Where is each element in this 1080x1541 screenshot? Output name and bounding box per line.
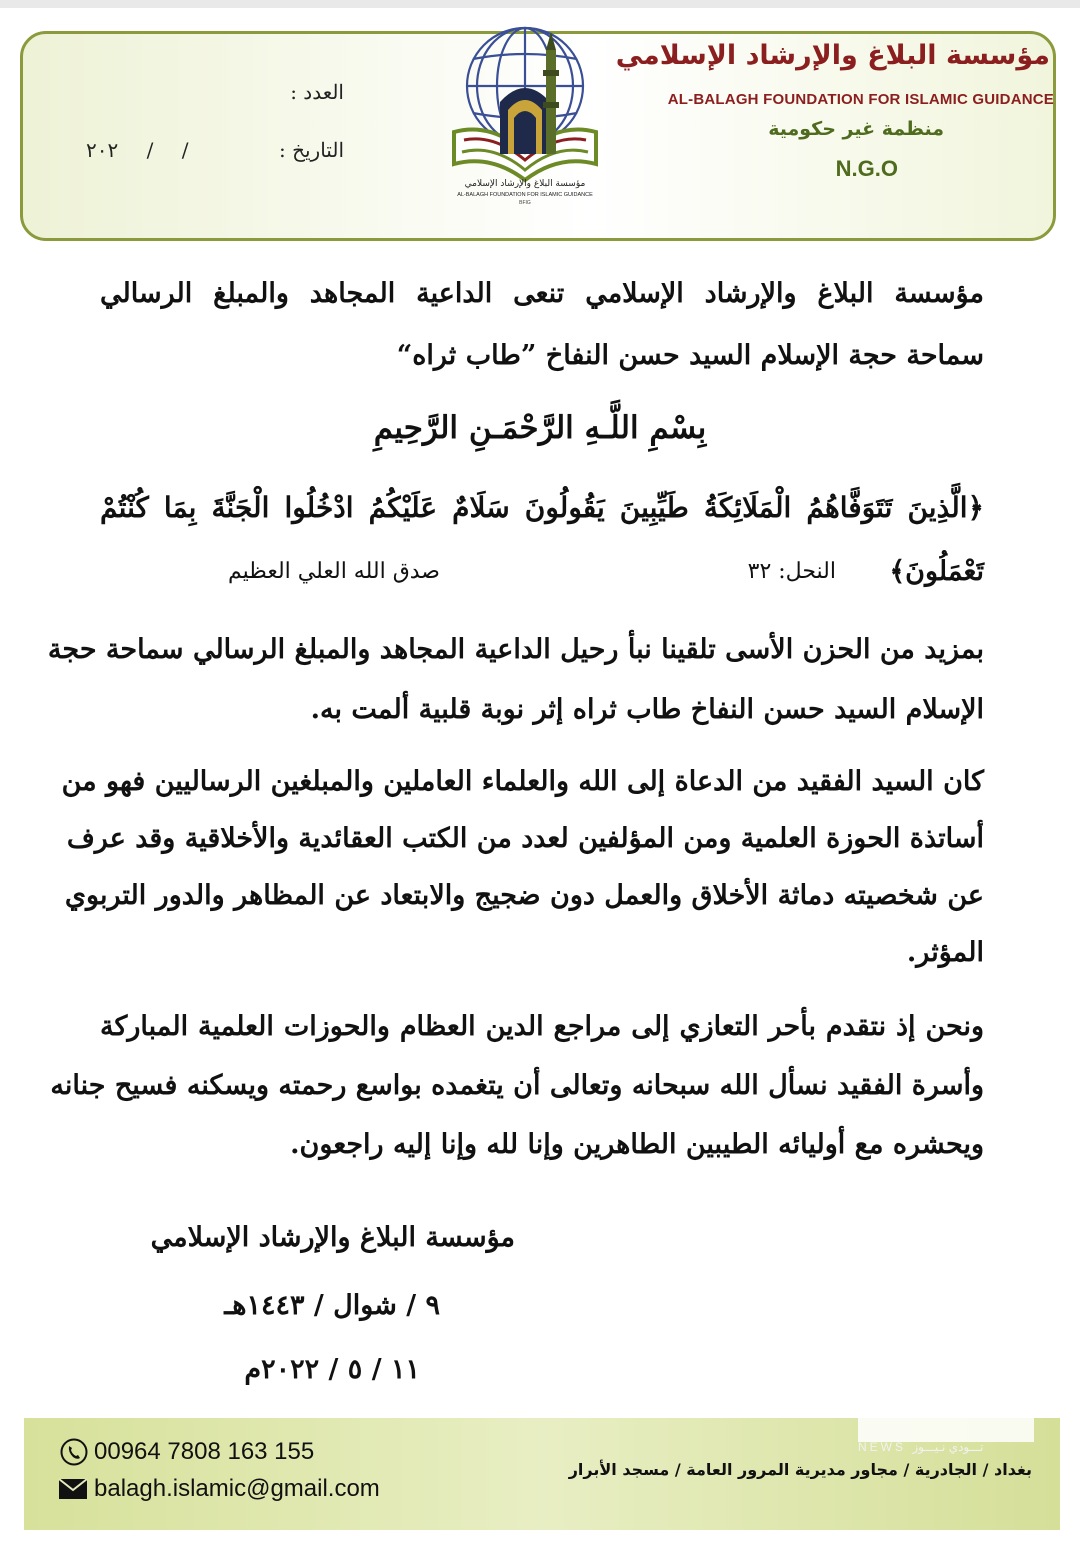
title-line-2: سماحة حجة الإسلام السيد حسن النفاخ ”طاب ثراه“ [396, 340, 984, 371]
envelope-icon [58, 1478, 88, 1500]
paragraph-2-line-2: أساتذة الحوزة العلمية ومن المؤلفين لعدد من الكتب العقائدية والأخلاقية وقد عرف [66, 823, 984, 854]
paragraph-1-line-2: الإسلام السيد حسن النفاخ طاب ثراه إثر نوبة قلبية ألمت به. [310, 694, 984, 725]
date-label: التاريخ : [278, 138, 344, 162]
basmala: بِسْمِ اللَّـهِ الرَّحْمَـنِ الرَّحِيمِ [373, 410, 707, 446]
quran-verse-line-1: ﴿الَّذِينَ تَتَوَفَّاهُمُ الْمَلَائِكَةُ طَيِّبِينَ يَقُولُونَ سَلَامٌ عَلَيْكُمُ ادْخُلُوا الْجَنَّةَ بِمَا كُنْتُمْ [100, 491, 984, 524]
svg-text:AL-BALAGH FOUNDATION FOR ISLAM: AL-BALAGH FOUNDATION FOR ISLAMIC GUIDANCE [457, 192, 593, 198]
title-line-1: مؤسسة البلاغ والإرشاد الإسلامي تنعى الداعية المجاهد والمبلغ الرسالي [100, 278, 984, 309]
org-name-arabic: مؤسسة البلاغ والإرشاد الإسلامي [615, 40, 1050, 71]
phone-icon [60, 1438, 88, 1466]
signature-hijri-date: ٩ / شوال / ١٤٤٣هـ [224, 1290, 440, 1321]
svg-text:مؤسسة البلاغ والإرشاد الإسلامي: مؤسسة البلاغ والإرشاد الإسلامي [464, 179, 586, 189]
paragraph-2-line-3: عن شخصيته دماثة الأخلاق والعمل دون ضجيج والابتعاد عن المظاهر والدور التربوي [64, 880, 984, 911]
paragraph-2-line-1: كان السيد الفقيد من الدعاة إلى الله والعلماء العاملين والمبلغين الرساليين فهو من [61, 766, 984, 797]
signature-gregorian-date: ١١ / ٥ / ٢٠٢٢م [244, 1354, 420, 1385]
signature-org: مؤسسة البلاغ والإرشاد الإسلامي [150, 1222, 515, 1253]
footer-email: balagh.islamic@gmail.com [94, 1475, 380, 1502]
verse-reference: النحل: ٣٢ [747, 559, 836, 584]
paragraph-3-line-1: ونحن إذ نتقدم بأحر التعازي إلى مراجع الدين العظام والحوزات العلمية المباركة [100, 1011, 984, 1042]
quran-verse-line-2: تَعْمَلُونَ﴾ [889, 556, 984, 587]
date-value: / / ٢٠٢ [86, 138, 189, 162]
ngo-label-arabic: منظمة غير حكومية [768, 118, 944, 140]
foundation-logo-icon [436, 14, 614, 204]
footer-phone: 00964 7808 163 155 [94, 1438, 315, 1465]
footer-address: بغداد / الجادرية / مجاور مديرية المرور العامة / مسجد الأبرار [568, 1460, 1032, 1479]
svg-text:BFIG: BFIG [519, 200, 531, 204]
reference-number-label: العدد : [290, 80, 344, 104]
watermark-text: NEWS تـــودي نـيـــوز [858, 1440, 984, 1454]
paragraph-2-line-4: المؤثر. [906, 937, 984, 968]
verse-closing: صدق الله العلي العظيم [228, 559, 440, 584]
org-name-english: AL-BALAGH FOUNDATION FOR ISLAMIC GUIDANCE [667, 91, 1054, 108]
paragraph-3-line-3: ويحشره مع أوليائه الطيبين الطاهرين وإنا لله وإنا إليه راجعون. [290, 1129, 984, 1160]
paragraph-3-line-2: وأسرة الفقيد نسأل الله سبحانه وتعالى أن يتغمده بواسع رحمته ويسكنه فسيح جنانه [50, 1070, 984, 1101]
watermark-logo [858, 1398, 1034, 1442]
ngo-label-english: N.G.O [835, 156, 898, 181]
top-strip [0, 0, 1080, 8]
paragraph-1-line-1: بمزيد من الحزن الأسى تلقينا نبأ رحيل الداعية المجاهد والمبلغ الرسالي سماحة حجة [47, 634, 984, 665]
